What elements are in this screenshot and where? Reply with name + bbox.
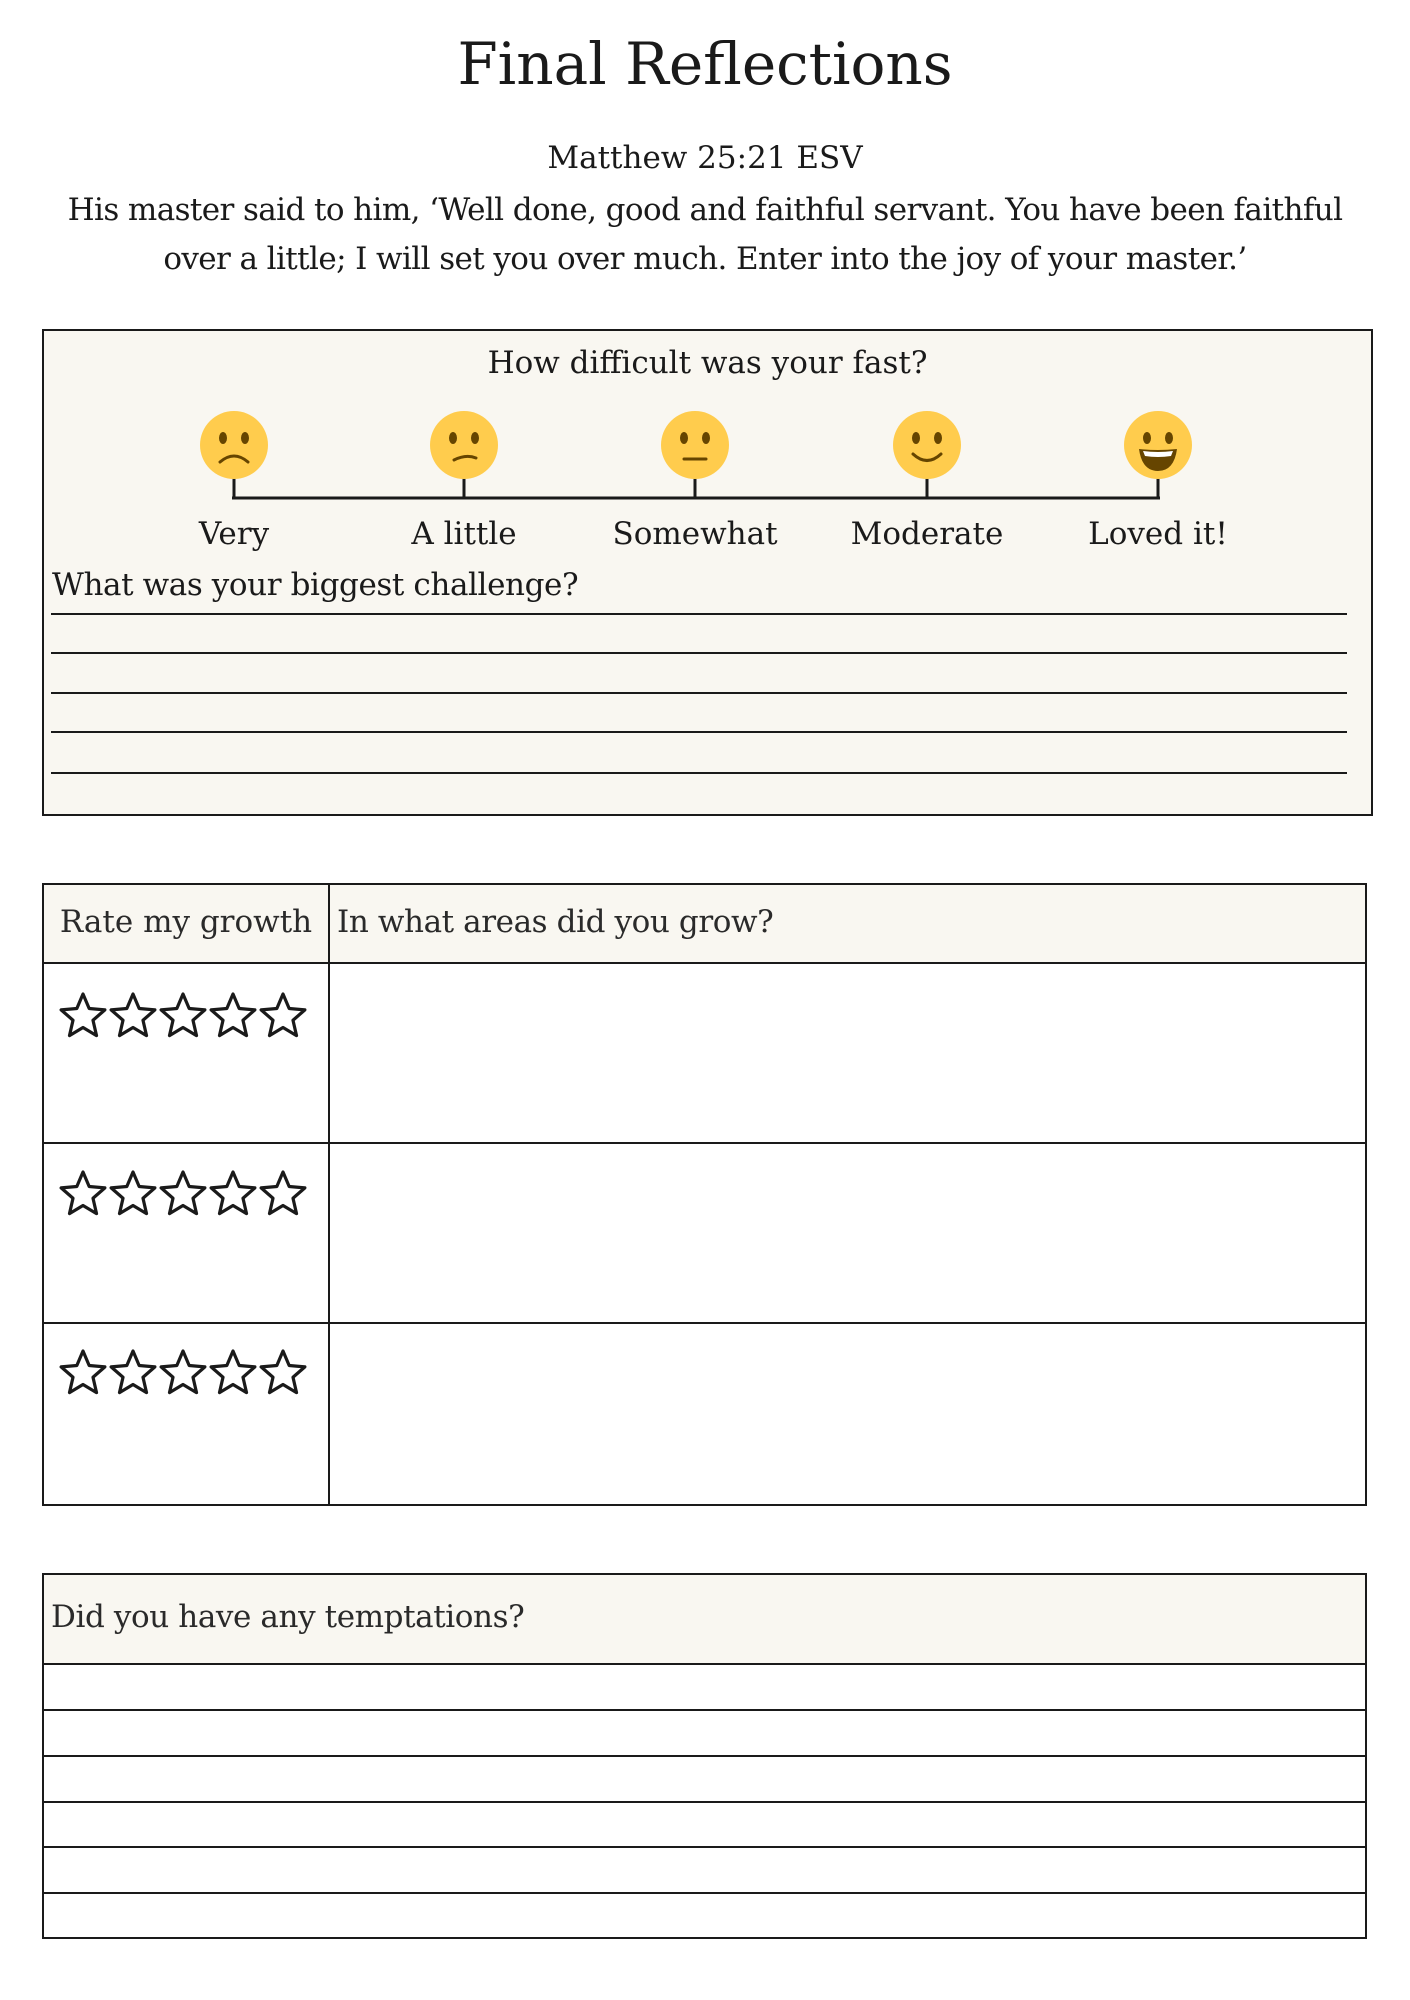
star-icon[interactable]: [158, 990, 208, 1040]
star-icon[interactable]: [258, 990, 308, 1040]
difficulty-option-label[interactable]: Loved it!: [1088, 516, 1228, 552]
star-rating[interactable]: [58, 1347, 308, 1401]
frowning-face-icon[interactable]: [200, 411, 268, 498]
growth-area-cell-1[interactable]: [330, 964, 1365, 1142]
challenge-line-4[interactable]: [51, 731, 1347, 733]
star-icon[interactable]: [258, 1168, 308, 1218]
temptations-question: Did you have any temptations?: [51, 1599, 525, 1635]
temptation-line-1[interactable]: [44, 1709, 1365, 1711]
star-icon[interactable]: [108, 1168, 158, 1218]
challenge-line-2[interactable]: [51, 652, 1347, 654]
star-icon[interactable]: [108, 990, 158, 1040]
star-icon[interactable]: [58, 1168, 108, 1218]
star-icon[interactable]: [258, 1347, 308, 1397]
temptations-table: [42, 1573, 1367, 1939]
growth-areas-header: In what areas did you grow?: [337, 904, 774, 940]
temptations-header: [44, 1575, 1365, 1665]
difficulty-option-label[interactable]: Very: [198, 516, 270, 552]
temptation-line-2[interactable]: [44, 1755, 1365, 1757]
difficulty-question: How difficult was your fast?: [487, 345, 928, 381]
difficulty-option-label[interactable]: A little: [411, 516, 517, 552]
slightly-smiling-face-icon[interactable]: [893, 411, 961, 498]
star-rating[interactable]: [58, 990, 308, 1044]
grinning-face-icon[interactable]: [1124, 411, 1192, 498]
difficulty-option-label[interactable]: Somewhat: [612, 516, 778, 552]
verse-text: His master said to him, ‘Well done, good and faithful servant. You have been faithful over a little; I will set you over much. Enter into the joy of your master.’: [67, 192, 1343, 277]
star-icon[interactable]: [58, 1347, 108, 1397]
challenge-question: What was your biggest challenge?: [52, 567, 579, 603]
challenge-line-5[interactable]: [51, 772, 1347, 774]
neutral-face-icon[interactable]: [661, 411, 729, 498]
growth-area-cell-2[interactable]: [330, 1144, 1365, 1322]
confused-face-icon[interactable]: [430, 411, 498, 498]
difficulty-panel: [42, 329, 1373, 816]
star-icon[interactable]: [208, 990, 258, 1040]
page-title: Final Reflections: [457, 30, 953, 98]
star-rating[interactable]: [58, 1168, 308, 1222]
temptation-line-3[interactable]: [44, 1801, 1365, 1803]
star-icon[interactable]: [158, 1347, 208, 1397]
star-icon[interactable]: [108, 1347, 158, 1397]
star-icon[interactable]: [158, 1168, 208, 1218]
challenge-line-1[interactable]: [51, 613, 1347, 615]
temptation-line-5[interactable]: [44, 1892, 1365, 1894]
challenge-line-3[interactable]: [51, 692, 1347, 694]
star-icon[interactable]: [208, 1168, 258, 1218]
rate-growth-header: Rate my growth: [59, 904, 313, 940]
growth-table: [42, 883, 1367, 1506]
verse-reference: Matthew 25:21 ESV: [547, 140, 863, 176]
growth-area-cell-3[interactable]: [330, 1324, 1365, 1504]
difficulty-option-label[interactable]: Moderate: [850, 516, 1004, 552]
star-icon[interactable]: [208, 1347, 258, 1397]
star-icon[interactable]: [58, 990, 108, 1040]
growth-table-header: [44, 885, 1365, 964]
temptation-line-4[interactable]: [44, 1846, 1365, 1848]
